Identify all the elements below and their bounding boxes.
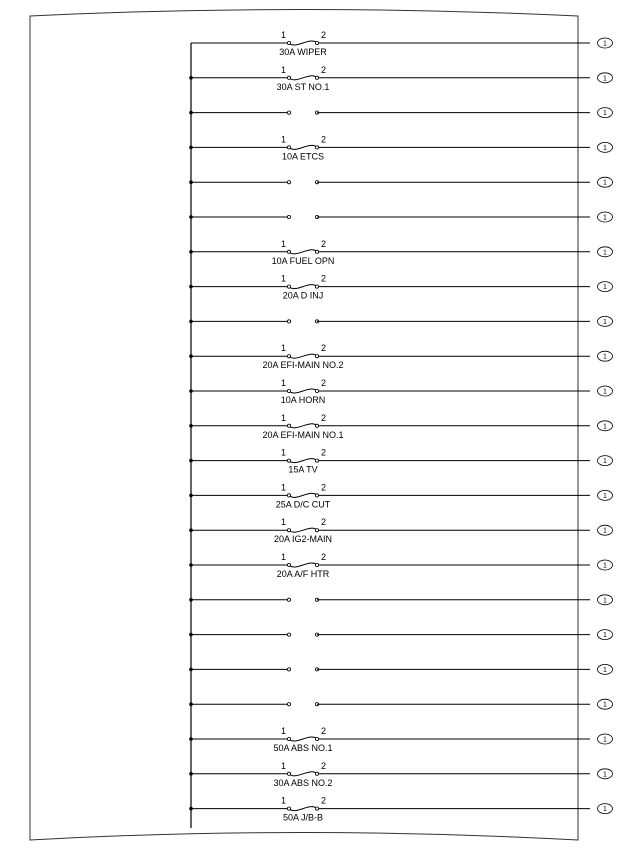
connector-number: 1 bbox=[603, 179, 607, 187]
pin-number-2: 2 bbox=[321, 64, 327, 75]
pin-number-2: 2 bbox=[321, 726, 327, 736]
connector-number: 1 bbox=[603, 110, 607, 118]
pin-number-1: 1 bbox=[281, 447, 287, 458]
fuse-label: 30A WIPER bbox=[279, 47, 327, 57]
pin-number-2: 2 bbox=[321, 343, 327, 354]
fuse-label: 50A J/B-B bbox=[282, 812, 324, 823]
pin-number-2: 2 bbox=[321, 552, 327, 562]
pin-number-1: 1 bbox=[281, 412, 287, 423]
connector-number: 1 bbox=[603, 75, 607, 83]
fuse-label: 30A ABS NO.2 bbox=[273, 777, 333, 788]
connector-number: 1 bbox=[603, 284, 607, 292]
fuse-terminal bbox=[287, 355, 290, 358]
open-terminal bbox=[287, 668, 290, 671]
fuse-terminal bbox=[315, 76, 318, 79]
fuse-label: 20A IG2-MAIN bbox=[273, 534, 333, 545]
connector-number: 1 bbox=[603, 736, 607, 744]
fuse-terminal bbox=[315, 355, 318, 358]
fuse-terminal bbox=[287, 494, 290, 497]
fuse-terminal bbox=[315, 285, 318, 288]
fuse-terminal bbox=[315, 807, 318, 810]
open-terminal bbox=[287, 181, 290, 184]
fuse-terminal bbox=[315, 737, 318, 740]
fuse-terminal bbox=[315, 389, 318, 392]
fuse-terminal bbox=[287, 807, 290, 810]
fuse-terminal bbox=[315, 250, 318, 253]
fuse-label: 10A FUEL OPN bbox=[271, 255, 335, 266]
fuse-label: 20A A/F HTR bbox=[276, 569, 330, 579]
fuse-terminal bbox=[287, 737, 290, 740]
open-terminal bbox=[287, 111, 290, 114]
fuse-terminal bbox=[287, 772, 290, 775]
fuse-label: 20A D INJ bbox=[282, 290, 324, 301]
fuse-label: 50A ABS NO.1 bbox=[273, 743, 333, 753]
connector-number: 1 bbox=[603, 771, 607, 779]
fuse-terminal bbox=[315, 146, 318, 149]
pin-number-1: 1 bbox=[281, 134, 287, 145]
open-terminal bbox=[287, 598, 290, 601]
connector-number: 1 bbox=[603, 806, 607, 814]
connector-number: 1 bbox=[603, 214, 607, 222]
pin-number-2: 2 bbox=[321, 447, 327, 458]
pin-number-2: 2 bbox=[321, 412, 327, 423]
pin-number-1: 1 bbox=[281, 343, 287, 354]
connector-number: 1 bbox=[603, 701, 607, 709]
fuse-label: 10A HORN bbox=[280, 395, 326, 405]
pin-number-1: 1 bbox=[281, 726, 287, 736]
open-terminal bbox=[287, 703, 290, 706]
pin-number-1: 1 bbox=[281, 795, 287, 806]
fuse-terminal bbox=[287, 459, 290, 462]
fuse-label: 15A TV bbox=[288, 464, 318, 475]
connector-number: 1 bbox=[603, 40, 607, 48]
pin-number-2: 2 bbox=[321, 238, 327, 249]
connector-number: 1 bbox=[603, 632, 607, 640]
fuse-terminal bbox=[315, 459, 318, 462]
pin-number-1: 1 bbox=[281, 273, 287, 284]
fuse-label: 25A D/C CUT bbox=[275, 499, 331, 510]
fuse-terminal bbox=[287, 285, 290, 288]
connector-number: 1 bbox=[603, 388, 607, 396]
fuse-label: 20A EFI-MAIN NO.1 bbox=[262, 429, 344, 440]
connector-number: 1 bbox=[603, 249, 607, 257]
fuse-terminal bbox=[315, 563, 318, 566]
pin-number-1: 1 bbox=[281, 482, 287, 493]
fuse-terminal bbox=[287, 41, 290, 44]
connector-number: 1 bbox=[603, 318, 607, 326]
connector-number: 1 bbox=[603, 458, 607, 466]
connector-number: 1 bbox=[603, 666, 607, 674]
pin-number-2: 2 bbox=[321, 760, 327, 771]
pin-number-1: 1 bbox=[281, 760, 287, 771]
fuse-terminal bbox=[315, 494, 318, 497]
fuse-terminal bbox=[315, 772, 318, 775]
fuse-terminal bbox=[287, 76, 290, 79]
pin-number-1: 1 bbox=[281, 238, 287, 249]
fuse-terminal bbox=[287, 424, 290, 427]
fuse-terminal bbox=[315, 529, 318, 532]
pin-number-1: 1 bbox=[281, 64, 287, 75]
pin-number-2: 2 bbox=[321, 378, 327, 388]
connector-number: 1 bbox=[603, 562, 607, 570]
fuse-label: 30A ST NO.1 bbox=[276, 81, 330, 92]
pin-number-2: 2 bbox=[321, 134, 327, 145]
pin-number-1: 1 bbox=[281, 517, 287, 528]
pin-number-2: 2 bbox=[321, 517, 327, 528]
fuse-terminal bbox=[287, 563, 290, 566]
fuse-terminal bbox=[315, 41, 318, 44]
pin-number-2: 2 bbox=[321, 482, 327, 493]
connector-number: 1 bbox=[603, 492, 607, 500]
connector-number: 1 bbox=[603, 423, 607, 431]
connector-number: 1 bbox=[603, 527, 607, 535]
pin-number-1: 1 bbox=[281, 30, 287, 40]
pin-number-2: 2 bbox=[321, 30, 327, 40]
open-terminal bbox=[287, 215, 290, 218]
pin-number-1: 1 bbox=[281, 552, 287, 562]
fuse-terminal bbox=[315, 424, 318, 427]
connector-number: 1 bbox=[603, 144, 607, 152]
frame-outline bbox=[30, 10, 578, 841]
fuse-terminal bbox=[287, 250, 290, 253]
connector-number: 1 bbox=[603, 597, 607, 605]
fuse-label: 20A EFI-MAIN NO.2 bbox=[262, 360, 344, 371]
open-terminal bbox=[287, 320, 290, 323]
open-terminal bbox=[287, 633, 290, 636]
fuse-label: 10A ETCS bbox=[281, 151, 325, 162]
fuse-terminal bbox=[287, 146, 290, 149]
pin-number-1: 1 bbox=[281, 378, 287, 388]
pin-number-2: 2 bbox=[321, 273, 327, 284]
fuse-terminal bbox=[287, 389, 290, 392]
pin-number-2: 2 bbox=[321, 795, 327, 806]
connector-number: 1 bbox=[603, 353, 607, 361]
fuse-terminal bbox=[287, 529, 290, 532]
